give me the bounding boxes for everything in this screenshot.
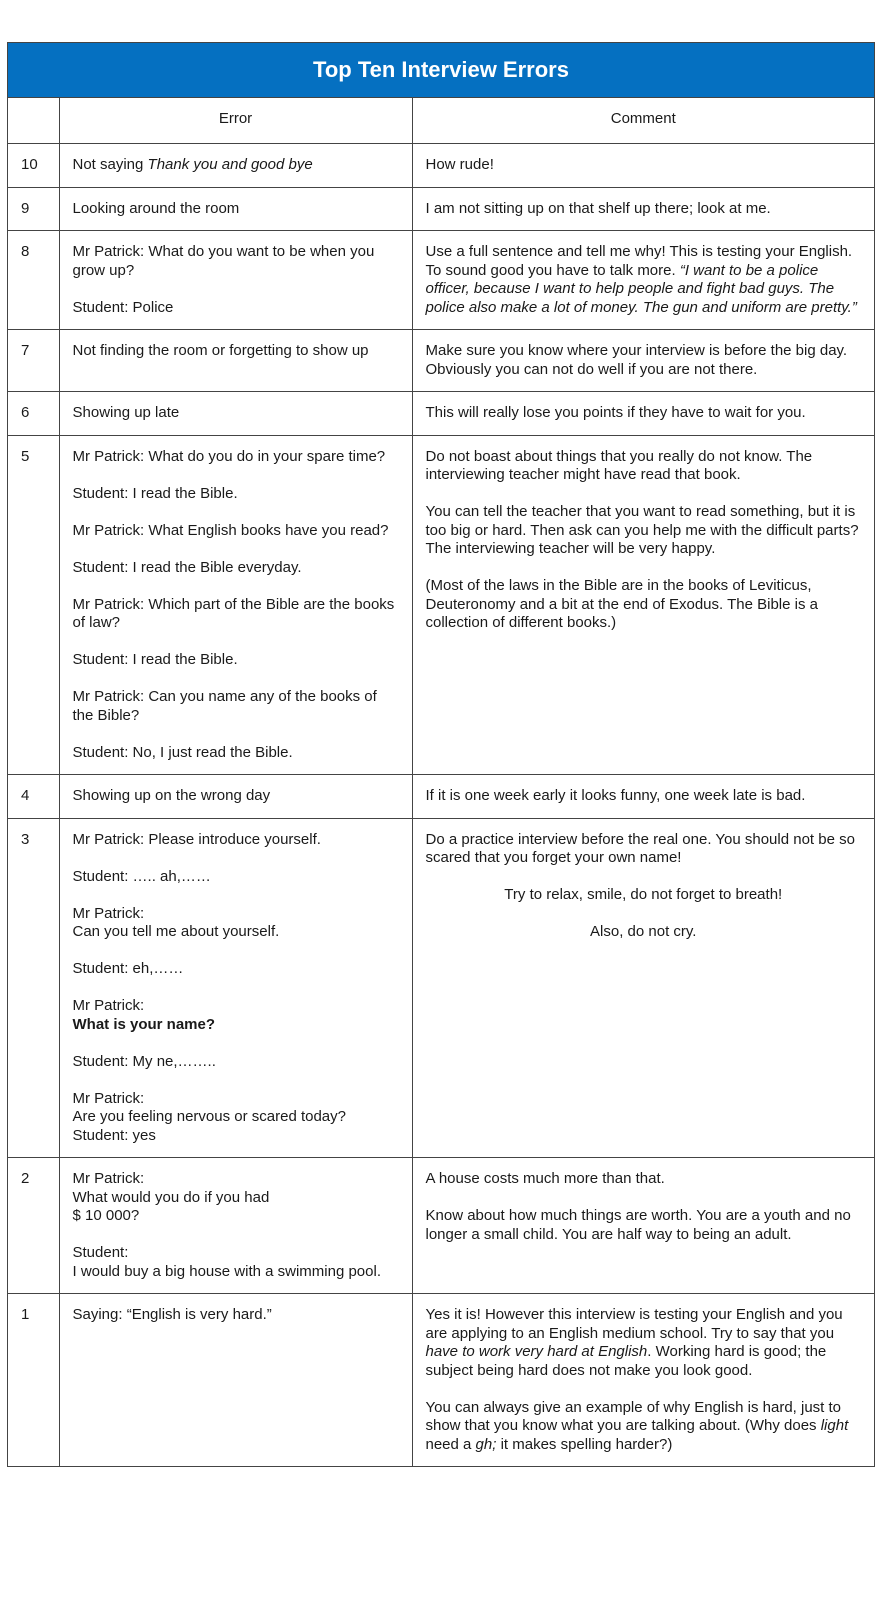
text-span: Mr Patrick: Can you name any of the books of the Bible? xyxy=(72,688,377,724)
text-span: Showing up on the wrong day xyxy=(72,787,271,804)
text-span: You can always give an example of why English is hard, just to show that you know what you are talking about. (Why does xyxy=(425,1398,842,1434)
paragraph xyxy=(73,651,399,670)
text-span: Student: No, I just read the Bible. xyxy=(72,743,293,761)
error-cell xyxy=(59,1158,412,1294)
error-cell xyxy=(59,330,412,392)
table-row xyxy=(8,1294,874,1467)
text-span: . Working hard is good; the subject being hard does not make you look good. xyxy=(425,1343,827,1379)
paragraph xyxy=(73,997,399,1016)
text-span: (Most of the laws in the Bible are in the books of Leviticus, Deuteronomy and a bit at the end of Exodus. The Bible is a collection of different books.) xyxy=(425,577,818,631)
paragraph xyxy=(73,200,399,219)
paragraph xyxy=(73,1053,399,1072)
paragraph xyxy=(73,1108,399,1127)
paragraph xyxy=(73,960,399,979)
text-span: Student: I read the Bible. xyxy=(72,484,238,502)
paragraph xyxy=(73,243,399,280)
text-span: This will really lose you points if they have to wait for you. xyxy=(425,404,806,421)
table-row xyxy=(8,392,874,436)
text-span: A house costs much more than that. xyxy=(425,1170,665,1187)
text-span: Student: I read the Bible. xyxy=(72,651,238,668)
paragraph xyxy=(73,1207,399,1226)
paragraph xyxy=(73,1306,399,1325)
table-row xyxy=(8,775,874,819)
header-number xyxy=(8,98,59,144)
text-span: Mr Patrick: xyxy=(72,1089,145,1107)
text-span: Mr Patrick: What English books have you read? xyxy=(72,521,389,539)
text-span: “I want to be a police officer, because I want to help people and fight bad guys. The police also make a lot of money. The gun and uniform are pretty.” xyxy=(425,261,857,316)
paragraph xyxy=(73,596,399,633)
text-span: Can you tell me about yourself. xyxy=(72,923,280,940)
error-cell xyxy=(59,187,412,231)
text-span: Thank you and good bye xyxy=(147,156,313,173)
table-row xyxy=(8,435,874,775)
paragraph xyxy=(426,1170,862,1189)
error-cell xyxy=(59,144,412,188)
text-span: need a xyxy=(425,1435,476,1453)
rank-number: 4 xyxy=(8,775,59,819)
rank-number: 9 xyxy=(8,187,59,231)
error-cell xyxy=(59,818,412,1158)
paragraph xyxy=(73,688,399,725)
text-span: Student: eh,…… xyxy=(72,960,184,977)
comment-cell xyxy=(412,775,874,819)
text-span: it makes spelling harder?) xyxy=(496,1435,673,1453)
comment-cell xyxy=(412,392,874,436)
paragraph xyxy=(426,200,862,219)
paragraph xyxy=(426,342,862,379)
text-span: Know about how much things are worth. You are a youth and no longer a small child. You are half way to being an adult. xyxy=(425,1207,851,1243)
text-span: Use a full sentence and tell me why! This is testing your English. To sound good you have to talk more. xyxy=(425,243,853,279)
paragraph xyxy=(73,448,399,467)
paragraph xyxy=(426,1306,862,1380)
text-span: Student: Police xyxy=(72,298,174,316)
document-title: Top Ten Interview Errors xyxy=(8,43,874,98)
text-span: Are you feeling nervous or scared today? xyxy=(72,1108,346,1125)
text-span: How rude! xyxy=(425,156,494,173)
text-span: Do not boast about things that you really do not know. The interviewing teacher might have read that book. xyxy=(425,447,813,483)
text-span: Not finding the room or forgetting to show up xyxy=(72,342,369,359)
paragraph xyxy=(73,923,399,942)
rank-number: 10 xyxy=(8,144,59,188)
text-span: Mr Patrick: xyxy=(72,904,145,922)
text-span: I would buy a big house with a swimming pool. xyxy=(72,1262,381,1280)
text-span: Do a practice interview before the real one. You should not be so scared that you forget your own name! xyxy=(425,830,855,866)
text-span: You can tell the teacher that you want to read something, but it is too big or hard. Then ask can you help me with the difficult parts? The interviewing teacher will be very happy. xyxy=(425,503,859,557)
paragraph xyxy=(426,503,862,559)
rank-number: 3 xyxy=(8,818,59,1158)
text-span: gh; xyxy=(475,1435,497,1453)
paragraph xyxy=(426,787,862,806)
text-span: What would you do if you had xyxy=(72,1188,270,1206)
paragraph xyxy=(73,1170,399,1189)
paragraph xyxy=(73,342,399,361)
comment-cell xyxy=(412,187,874,231)
text-span: Mr Patrick: What do you want to be when you grow up? xyxy=(72,243,375,279)
paragraph xyxy=(426,448,862,485)
comment-cell xyxy=(412,818,874,1158)
text-span: Make sure you know where your interview is before the big day. Obviously you can not do well if you are not there. xyxy=(425,342,848,378)
rank-number: 1 xyxy=(8,1294,59,1467)
error-cell xyxy=(59,1294,412,1467)
rank-number: 7 xyxy=(8,330,59,392)
paragraph xyxy=(73,404,399,423)
paragraph xyxy=(73,522,399,541)
text-span: If it is one week early it looks funny, one week late is bad. xyxy=(425,787,806,804)
paragraph xyxy=(73,787,399,806)
paragraph xyxy=(426,1207,862,1244)
paragraph xyxy=(426,923,862,942)
comment-cell xyxy=(412,144,874,188)
comment-cell xyxy=(412,330,874,392)
paragraph xyxy=(426,156,862,175)
text-span: Mr Patrick: What do you do in your spare time? xyxy=(72,447,386,465)
header-comment: Comment xyxy=(412,98,874,144)
paragraph xyxy=(73,744,399,763)
text-span: Showing up late xyxy=(72,404,180,421)
paragraph xyxy=(73,905,399,924)
text-span: Student: ….. ah,…… xyxy=(72,867,211,885)
paragraph xyxy=(426,404,862,423)
text-span: Mr Patrick: xyxy=(72,997,145,1014)
table-row xyxy=(8,187,874,231)
text-span: Mr Patrick: xyxy=(72,1170,145,1187)
rank-number: 6 xyxy=(8,392,59,436)
paragraph xyxy=(426,243,862,317)
rank-number: 2 xyxy=(8,1158,59,1294)
text-span: Student: I read the Bible everyday. xyxy=(72,558,302,576)
table-row xyxy=(8,144,874,188)
comment-cell xyxy=(412,1294,874,1467)
text-span: What is your name? xyxy=(72,1015,216,1033)
text-span: $ 10 000? xyxy=(72,1207,140,1224)
text-span: Looking around the room xyxy=(72,199,240,217)
rank-number: 5 xyxy=(8,435,59,775)
paragraph xyxy=(426,886,862,905)
text-span: Yes it is! However this interview is testing your English and you are applying to an English medium school. Try to say that you xyxy=(425,1306,843,1342)
table-row xyxy=(8,231,874,330)
text-span: light xyxy=(820,1417,849,1434)
text-span: Mr Patrick: Which part of the Bible are the books of law? xyxy=(72,595,395,631)
text-span: Not saying xyxy=(72,156,148,173)
paragraph xyxy=(426,831,862,868)
text-span: Also, do not cry. xyxy=(590,923,697,940)
paragraph xyxy=(73,299,399,318)
paragraph xyxy=(73,1263,399,1282)
text-span: Student: xyxy=(72,1244,129,1261)
paragraph xyxy=(73,1127,399,1146)
text-span: Saying: “English is very hard.” xyxy=(72,1306,272,1323)
paragraph xyxy=(73,156,399,175)
error-cell xyxy=(59,435,412,775)
text-span: have to work very hard at English xyxy=(425,1343,648,1360)
paragraph xyxy=(73,559,399,578)
text-span: Mr Patrick: Please introduce yourself. xyxy=(72,830,321,848)
paragraph xyxy=(73,1090,399,1109)
table-body xyxy=(8,144,874,1467)
paragraph xyxy=(73,1016,399,1035)
text-span: I am not sitting up on that shelf up there; look at me. xyxy=(425,199,771,217)
error-cell xyxy=(59,392,412,436)
paragraph xyxy=(73,1189,399,1208)
header-row xyxy=(8,98,874,144)
text-span: Student: My ne,…….. xyxy=(72,1052,216,1070)
error-cell xyxy=(59,231,412,330)
paragraph xyxy=(426,1399,862,1455)
paragraph xyxy=(73,868,399,887)
paragraph xyxy=(73,485,399,504)
error-cell xyxy=(59,775,412,819)
header-error: Error xyxy=(59,98,412,144)
errors-table xyxy=(8,98,874,1466)
text-span: Try to relax, smile, do not forget to breath! xyxy=(504,886,783,903)
table-row xyxy=(8,1158,874,1294)
text-span: Student: yes xyxy=(72,1126,156,1144)
comment-cell xyxy=(412,435,874,775)
interview-errors-document xyxy=(7,42,875,1467)
table-row xyxy=(8,330,874,392)
table-row xyxy=(8,818,874,1158)
comment-cell xyxy=(412,1158,874,1294)
paragraph xyxy=(426,577,862,633)
paragraph xyxy=(73,1244,399,1263)
paragraph xyxy=(73,831,399,850)
comment-cell xyxy=(412,231,874,330)
rank-number: 8 xyxy=(8,231,59,330)
